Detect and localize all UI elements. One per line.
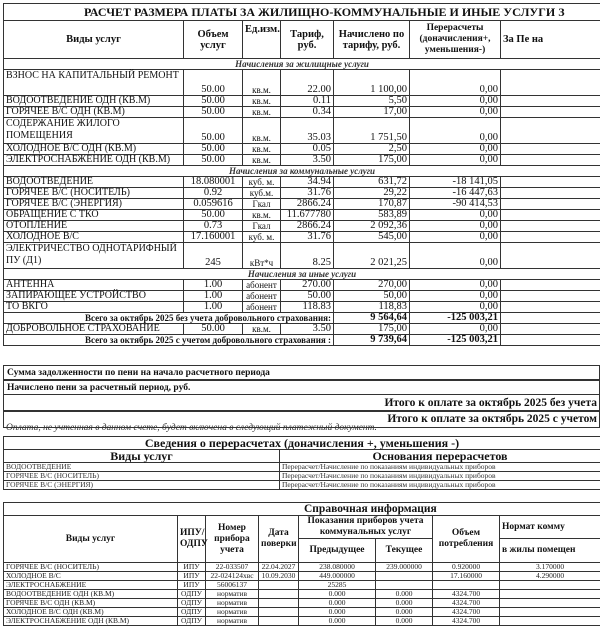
- service-name: ВОДООТВЕДЕНИЕ: [4, 177, 184, 188]
- ref-type: ИПУ: [178, 581, 206, 590]
- service-volume: 1.00: [184, 280, 243, 291]
- service-unit: куб. м.: [243, 232, 281, 243]
- service-recalc: 0,00: [410, 96, 501, 107]
- service-volume: 1.00: [184, 291, 243, 302]
- service-name: ВЗНОС НА КАПИТАЛЬНЫЙ РЕМОНТ: [4, 70, 184, 96]
- ref-volume: 17.160000: [433, 572, 500, 581]
- service-recalc: 0,00: [410, 107, 501, 118]
- service-debt: [501, 155, 600, 166]
- service-tariff: 2866.24: [281, 199, 334, 210]
- service-volume: 50.00: [184, 96, 243, 107]
- ref-norm: [500, 617, 600, 626]
- service-tariff: 34.94: [281, 177, 334, 188]
- service-row: [4, 70, 600, 96]
- service-charged: 175,00: [334, 324, 410, 335]
- service-recalc: 0,00: [410, 243, 501, 269]
- service-charged: 2,50: [334, 144, 410, 155]
- ref-service: ХОЛОДНОЕ В/С ОДН (КВ.М): [4, 608, 178, 617]
- reference-row: [4, 617, 600, 626]
- service-tariff: 11.677780: [281, 210, 334, 221]
- header-debt: За Пе на: [501, 21, 600, 59]
- service-debt: [501, 96, 600, 107]
- service-tariff: 0.11: [281, 96, 334, 107]
- service-unit: кв.м.: [243, 144, 281, 155]
- service-recalc: 0,00: [410, 118, 501, 144]
- service-row: [4, 302, 600, 313]
- service-debt: [501, 221, 600, 232]
- service-charged: 1 751,50: [334, 118, 410, 144]
- service-row: [4, 118, 600, 144]
- service-name: ГОРЯЧЕЕ В/С ОДН (КВ.М): [4, 107, 184, 118]
- service-tariff: 2866.24: [281, 221, 334, 232]
- ref-curr: [376, 572, 433, 581]
- service-tariff: 0.05: [281, 144, 334, 155]
- ref-prev: 238.080000: [299, 563, 376, 572]
- service-row: [4, 177, 600, 188]
- ref-curr: 0.000: [376, 608, 433, 617]
- section-title: Начисления за коммунальные услуги: [4, 166, 600, 177]
- ref-date: [259, 617, 299, 626]
- ref-header-readings: Показания приборов учета коммунальных услуг: [299, 516, 433, 539]
- service-debt: [501, 210, 600, 221]
- section-header: [4, 269, 600, 280]
- recalc-info-table: [3, 436, 600, 490]
- service-debt: [501, 302, 600, 313]
- service-debt: [501, 232, 600, 243]
- section-title: Начисления за иные услуги: [4, 269, 600, 280]
- ref-date: [259, 608, 299, 617]
- service-name: ТО ВКГО: [4, 302, 184, 313]
- service-name: ЭЛЕКТРОСНАБЖЕНИЕ ОДН (КВ.М): [4, 155, 184, 166]
- header-service: Виды услуг: [4, 21, 184, 59]
- service-recalc: 0,00: [410, 232, 501, 243]
- service-row: [4, 221, 600, 232]
- ref-meter: норматив: [206, 599, 259, 608]
- ref-volume: 4324.700: [433, 617, 500, 626]
- recalc-basis: Перерасчет/Начисление по показаниям индивидуальных приборов: [280, 481, 600, 490]
- ref-header-service: Виды услуг: [4, 516, 178, 563]
- total-charged: 9 739,64: [334, 335, 410, 346]
- service-recalc: 0,00: [410, 155, 501, 166]
- service-name: ГОРЯЧЕЕ В/С (НОСИТЕЛЬ): [4, 188, 184, 199]
- total-debt: [501, 313, 600, 324]
- header-unit: Ед.изм.: [243, 21, 281, 59]
- service-volume: 50.00: [184, 107, 243, 118]
- ref-meter: норматив: [206, 590, 259, 599]
- service-charged: 2 092,36: [334, 221, 410, 232]
- service-row: [4, 324, 600, 335]
- ref-norm: [500, 581, 600, 590]
- service-debt: [501, 199, 600, 210]
- ref-date: 10.09.2030: [259, 572, 299, 581]
- ref-header-norm: Нормат комму: [500, 516, 600, 539]
- service-volume: 50.00: [184, 324, 243, 335]
- reference-title: Справочная информация: [4, 503, 600, 516]
- service-unit: кв.м.: [243, 155, 281, 166]
- ref-meter: 22-033507: [206, 563, 259, 572]
- recalc-basis: Перерасчет/Начисление по показаниям индивидуальных приборов: [280, 463, 600, 472]
- service-row: [4, 291, 600, 302]
- ref-header-date: Дата поверки: [259, 516, 299, 563]
- service-recalc: -16 447,63: [410, 188, 501, 199]
- ref-volume: 4324.700: [433, 590, 500, 599]
- service-recalc: -90 414,53: [410, 199, 501, 210]
- ref-date: [259, 599, 299, 608]
- service-debt: [501, 118, 600, 144]
- ref-date: [259, 581, 299, 590]
- ref-service: ЭЛЕКТРОСНАБЖЕНИЕ: [4, 581, 178, 590]
- service-recalc: 0,00: [410, 324, 501, 335]
- ref-curr: 0.000: [376, 599, 433, 608]
- service-volume: 0.73: [184, 221, 243, 232]
- service-debt: [501, 144, 600, 155]
- service-name: ВОДООТВЕДЕНИЕ ОДН (КВ.М): [4, 96, 184, 107]
- service-row: [4, 199, 600, 210]
- service-recalc: 0,00: [410, 280, 501, 291]
- ref-type: ИПУ: [178, 572, 206, 581]
- service-tariff: 35.03: [281, 118, 334, 144]
- header-tariff: Тариф, руб.: [281, 21, 334, 59]
- service-unit: Гкал: [243, 221, 281, 232]
- service-tariff: 118.83: [281, 302, 334, 313]
- service-row: [4, 243, 600, 269]
- service-volume: 17.160001: [184, 232, 243, 243]
- service-unit: абонент: [243, 302, 281, 313]
- service-charged: 17,00: [334, 107, 410, 118]
- total-due-with-insurance: Итого к оплате за октябрь 2025 с учетом: [3, 410, 600, 428]
- ref-norm: 3.170000: [500, 563, 600, 572]
- recalc-header-basis: Основания перерасчетов: [280, 450, 600, 463]
- service-row: [4, 155, 600, 166]
- recalc-basis: Перерасчет/Начисление по показаниям индивидуальных приборов: [280, 472, 600, 481]
- service-debt: [501, 324, 600, 335]
- recalc-service: ГОРЯЧЕЕ В/С (ЭНЕРГИЯ): [4, 481, 280, 490]
- ref-header-norm-sub: в жилы помещен: [500, 539, 600, 563]
- service-volume: 245: [184, 243, 243, 269]
- total-label: Всего за октябрь 2025 без учета добровольного страхования:: [4, 313, 334, 324]
- ref-header-type: ИПУ/ ОДПУ: [178, 516, 206, 563]
- header-recalc: Перерасчеты (доначисления+, уменьшения-): [410, 21, 501, 59]
- ref-curr: 239.000000: [376, 563, 433, 572]
- ref-meter: 22-024124хвс: [206, 572, 259, 581]
- ref-prev: 25285: [299, 581, 376, 590]
- service-name: АНТЕННА: [4, 280, 184, 291]
- header-volume: Объем услуг: [184, 21, 243, 59]
- service-name: ЗАПИРАЮЩЕЕ УСТРОЙСТВО: [4, 291, 184, 302]
- service-unit: кв.м.: [243, 96, 281, 107]
- ref-type: ОДПУ: [178, 617, 206, 626]
- payment-note: Оплата, не учтенная в данном счете, будет включена в следующий платежный документ.: [6, 423, 377, 433]
- service-recalc: 0,00: [410, 70, 501, 96]
- ref-prev: 0.000: [299, 590, 376, 599]
- section-title: Начисления за жилищные услуги: [4, 59, 600, 70]
- total-label: Всего за октябрь 2025 с учетом добровольного страхования :: [4, 335, 334, 346]
- service-tariff: 270.00: [281, 280, 334, 291]
- service-name: ОБРАЩЕНИЕ С ТКО: [4, 210, 184, 221]
- header-charged: Начислено по тарифу, руб.: [334, 21, 410, 59]
- service-charged: 545,00: [334, 232, 410, 243]
- service-tariff: 22.00: [281, 70, 334, 96]
- service-charged: 5,50: [334, 96, 410, 107]
- penalty-charged: Начислено пени за расчетный период, руб.: [3, 380, 600, 395]
- service-name: ГОРЯЧЕЕ В/С (ЭНЕРГИЯ): [4, 199, 184, 210]
- ref-type: ИПУ: [178, 563, 206, 572]
- ref-norm: [500, 608, 600, 617]
- service-tariff: 50.00: [281, 291, 334, 302]
- page-title: РАСЧЕТ РАЗМЕРА ПЛАТЫ ЗА ЖИЛИЩНО-КОММУНАЛЬНЫЕ И ИНЫЕ УСЛУГИ З: [4, 4, 600, 21]
- ref-type: ОДПУ: [178, 590, 206, 599]
- service-row: [4, 232, 600, 243]
- service-tariff: 8.25: [281, 243, 334, 269]
- service-volume: 50.00: [184, 144, 243, 155]
- service-unit: куб.м.: [243, 188, 281, 199]
- total-recalc: -125 003,21: [410, 335, 501, 346]
- ref-type: ОДПУ: [178, 608, 206, 617]
- service-debt: [501, 70, 600, 96]
- service-row: [4, 280, 600, 291]
- service-tariff: 31.76: [281, 232, 334, 243]
- service-tariff: 31.76: [281, 188, 334, 199]
- service-charged: 1 100,00: [334, 70, 410, 96]
- service-charged: 29,22: [334, 188, 410, 199]
- service-volume: 0.92: [184, 188, 243, 199]
- ref-norm: 4.290000: [500, 572, 600, 581]
- service-tariff: 3.50: [281, 324, 334, 335]
- ref-date: [259, 590, 299, 599]
- service-row: [4, 188, 600, 199]
- service-charged: 631,72: [334, 177, 410, 188]
- total-debt: [501, 335, 600, 346]
- penalty-debt: Сумма задолженности по пени на начало расчетного периода: [3, 365, 600, 380]
- recalc-title: Сведения о перерасчетах (доначисления +, уменьшения -): [4, 437, 600, 450]
- total-without-insurance: [4, 313, 600, 324]
- service-unit: абонент: [243, 280, 281, 291]
- ref-header-curr: Текущее: [376, 539, 433, 563]
- service-name: ХОЛОДНОЕ В/С: [4, 232, 184, 243]
- service-recalc: 0,00: [410, 221, 501, 232]
- service-tariff: 3.50: [281, 155, 334, 166]
- service-unit: кв.м.: [243, 107, 281, 118]
- service-debt: [501, 177, 600, 188]
- service-name: СОДЕРЖАНИЕ ЖИЛОГО ПОМЕЩЕНИЯ: [4, 118, 184, 144]
- recalc-service: ВОДООТВЕДЕНИЕ: [4, 463, 280, 472]
- total-due-without-insurance: Итого к оплате за октябрь 2025 без учета: [3, 394, 600, 412]
- service-tariff: 0.34: [281, 107, 334, 118]
- service-unit: кв.м.: [243, 118, 281, 144]
- charges-table: [3, 3, 600, 346]
- recalc-row: [4, 481, 600, 490]
- ref-service: ГОРЯЧЕЕ В/С ОДН (КВ.М): [4, 599, 178, 608]
- service-charged: 583,89: [334, 210, 410, 221]
- ref-prev: 0.000: [299, 599, 376, 608]
- service-charged: 2 021,25: [334, 243, 410, 269]
- service-debt: [501, 291, 600, 302]
- ref-norm: [500, 590, 600, 599]
- ref-service: ГОРЯЧЕЕ В/С (НОСИТЕЛЬ): [4, 563, 178, 572]
- service-charged: 175,00: [334, 155, 410, 166]
- ref-service: ВОДООТВЕДЕНИЕ ОДН (КВ.М): [4, 590, 178, 599]
- section-header: [4, 166, 600, 177]
- total-with-insurance: [4, 335, 600, 346]
- service-volume: 18.080001: [184, 177, 243, 188]
- service-recalc: 0,00: [410, 144, 501, 155]
- ref-type: ОДПУ: [178, 599, 206, 608]
- ref-curr: 0.000: [376, 590, 433, 599]
- ref-meter: норматив: [206, 608, 259, 617]
- service-name: ЭЛЕКТРИЧЕСТВО ОДНОТАРИФНЫЙ ПУ (Д1): [4, 243, 184, 269]
- service-row: [4, 144, 600, 155]
- service-unit: кв.м.: [243, 324, 281, 335]
- ref-header-prev: Предыдущее: [299, 539, 376, 563]
- ref-prev: 0.000: [299, 617, 376, 626]
- ref-service: ХОЛОДНОЕ В/С: [4, 572, 178, 581]
- ref-service: ЭЛЕКТРОСНАБЖЕНИЕ ОДН (КВ.М): [4, 617, 178, 626]
- service-unit: кВт*ч: [243, 243, 281, 269]
- service-unit: Гкал: [243, 199, 281, 210]
- service-debt: [501, 280, 600, 291]
- service-name: ХОЛОДНОЕ В/С ОДН (КВ.М): [4, 144, 184, 155]
- ref-prev: 449.000000: [299, 572, 376, 581]
- service-unit: куб. м.: [243, 177, 281, 188]
- service-row: [4, 107, 600, 118]
- service-name: ДОБРОВОЛЬНОЕ СТРАХОВАНИЕ: [4, 324, 184, 335]
- service-recalc: 0,00: [410, 302, 501, 313]
- service-volume: 50.00: [184, 70, 243, 96]
- ref-meter: 56006137: [206, 581, 259, 590]
- service-volume: 50.00: [184, 118, 243, 144]
- reference-row: [4, 563, 600, 572]
- ref-prev: 0.000: [299, 608, 376, 617]
- service-volume: 1.00: [184, 302, 243, 313]
- ref-volume: 0.920000: [433, 563, 500, 572]
- ref-meter: норматив: [206, 617, 259, 626]
- ref-norm: [500, 599, 600, 608]
- service-charged: 170,87: [334, 199, 410, 210]
- service-unit: абонент: [243, 291, 281, 302]
- recalc-service: ГОРЯЧЕЕ В/С (НОСИТЕЛЬ): [4, 472, 280, 481]
- section-header: [4, 59, 600, 70]
- service-recalc: -18 141,05: [410, 177, 501, 188]
- ref-header-meter: Номер прибора учета: [206, 516, 259, 563]
- ref-volume: 4324.700: [433, 599, 500, 608]
- service-row: [4, 210, 600, 221]
- recalc-header-service: Виды услуг: [4, 450, 280, 463]
- service-charged: 50,00: [334, 291, 410, 302]
- service-recalc: 0,00: [410, 210, 501, 221]
- ref-date: 22.04.2027: [259, 563, 299, 572]
- ref-curr: 0.000: [376, 617, 433, 626]
- service-debt: [501, 188, 600, 199]
- total-charged: 9 564,64: [334, 313, 410, 324]
- service-debt: [501, 243, 600, 269]
- service-volume: 0.059616: [184, 199, 243, 210]
- service-debt: [501, 107, 600, 118]
- service-unit: кв.м.: [243, 210, 281, 221]
- ref-volume: 4324.700: [433, 608, 500, 617]
- total-recalc: -125 003,21: [410, 313, 501, 324]
- reference-table: [3, 502, 600, 626]
- service-volume: 50.00: [184, 210, 243, 221]
- service-name: ОТОПЛЕНИЕ: [4, 221, 184, 232]
- service-charged: 270,00: [334, 280, 410, 291]
- service-unit: кв.м.: [243, 70, 281, 96]
- reference-row: [4, 572, 600, 581]
- service-volume: 50.00: [184, 155, 243, 166]
- ref-header-volume: Объем потребления: [433, 516, 500, 563]
- service-charged: 118,83: [334, 302, 410, 313]
- service-row: [4, 96, 600, 107]
- service-recalc: 0,00: [410, 291, 501, 302]
